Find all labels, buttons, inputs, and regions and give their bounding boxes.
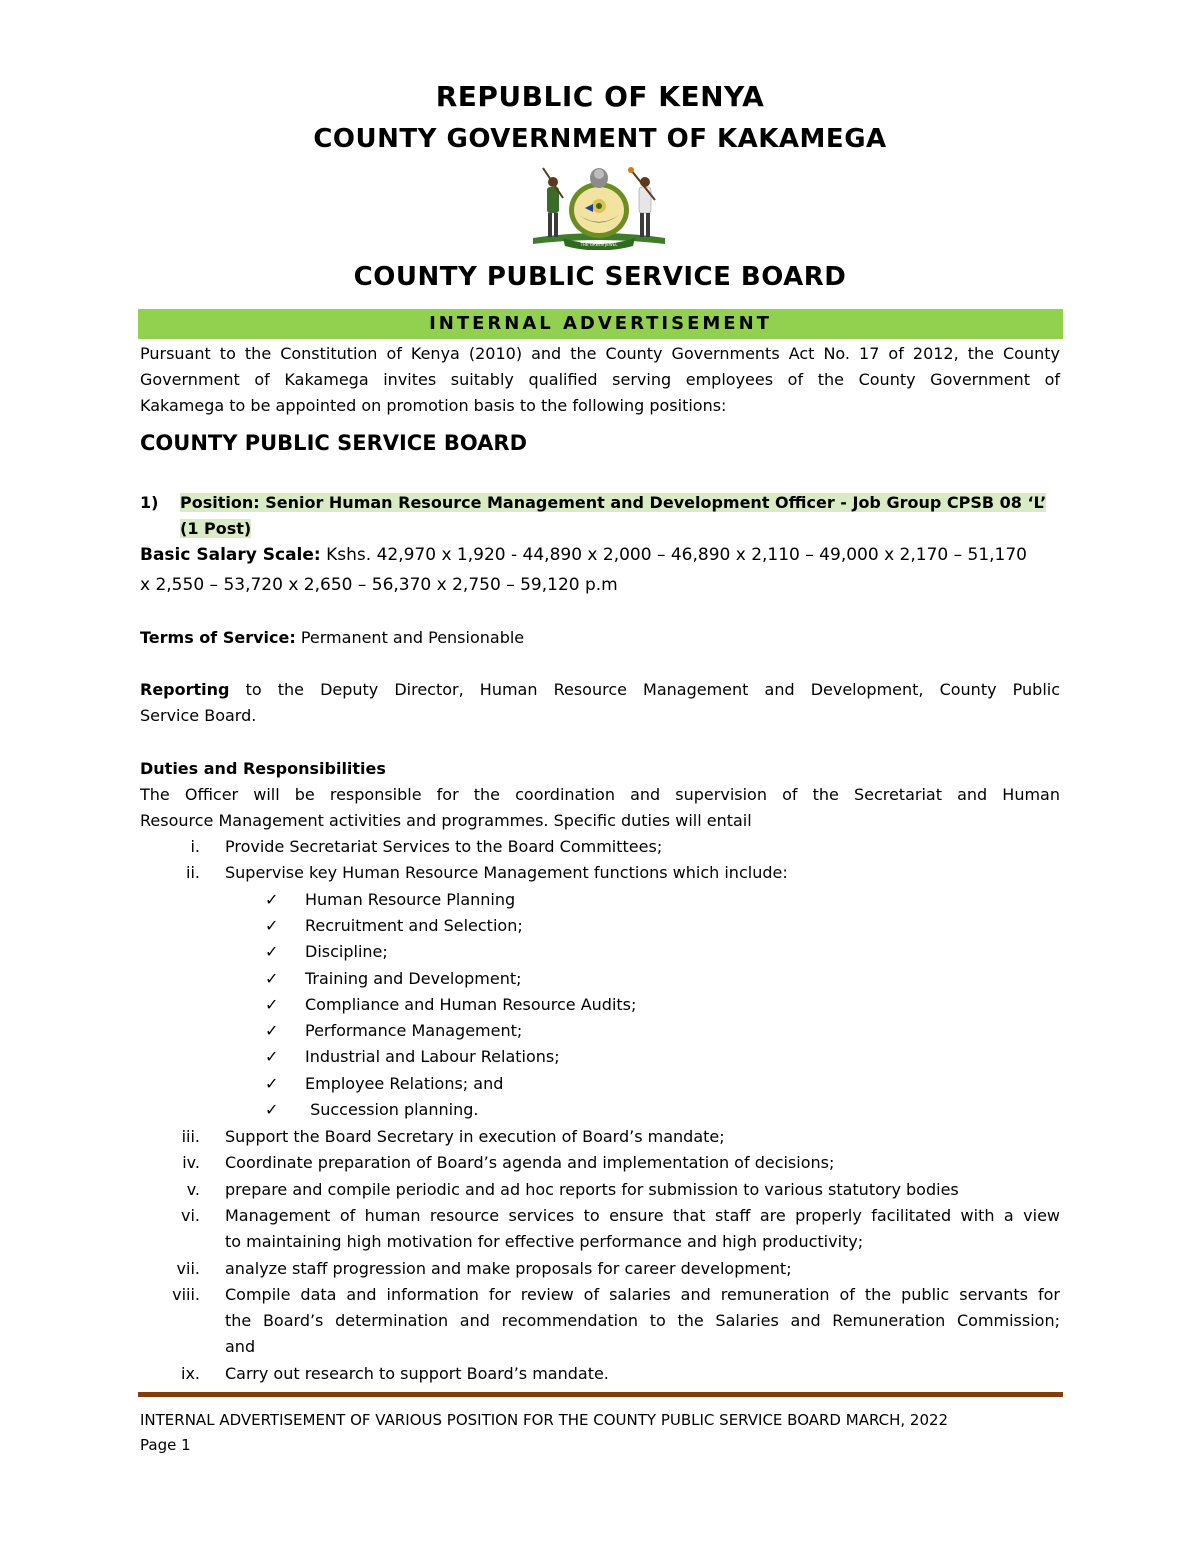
checkmark-icon: ✓ <box>265 995 279 1014</box>
checkmark-icon: ✓ <box>265 890 279 909</box>
position-title-line-1: Position: Senior Human Resource Management and Development Officer - Job Group CPSB 08 ‘L’ <box>180 493 1047 512</box>
duty-number: ix. <box>181 1364 200 1383</box>
republic-heading: REPUBLIC OF KENYA <box>435 80 765 113</box>
duty-item: prepare and compile periodic and ad hoc reports for submission to various statutory bodies <box>225 1180 959 1199</box>
terms-value: Permanent and Pensionable <box>300 628 525 647</box>
intro-line-3: Kakamega to be appointed on promotion basis to the following positions: <box>140 396 727 415</box>
salary-scale-line-1 <box>140 542 1060 568</box>
section-title: COUNTY PUBLIC SERVICE BOARD <box>140 431 528 455</box>
footer-title: INTERNAL ADVERTISEMENT OF VARIOUS POSITION FOR THE COUNTY PUBLIC SERVICE BOARD MARCH, 2022 <box>140 1411 949 1429</box>
duty-item-continued: and <box>225 1337 256 1356</box>
checkmark-icon: ✓ <box>265 916 279 935</box>
checkmark-icon: ✓ <box>265 942 279 961</box>
function-item: Industrial and Labour Relations; <box>305 1047 560 1066</box>
checkmark-icon: ✓ <box>265 1074 279 1093</box>
duty-number: vii. <box>176 1259 200 1278</box>
function-item: Discipline; <box>305 942 388 961</box>
position-title <box>180 490 1060 542</box>
duties-intro-2: Resource Management activities and programmes. Specific duties will entail <box>140 811 752 830</box>
duty-item: Management of human resource services to ensure that staff are properly facilitated with a view <box>225 1206 1060 1225</box>
duty-item: analyze staff progression and make proposals for career development; <box>225 1259 792 1278</box>
function-item: Training and Development; <box>305 969 522 988</box>
duty-item: Coordinate preparation of Board’s agenda and implementation of decisions; <box>225 1153 835 1172</box>
position-title-line-2: (1 Post) <box>180 519 252 538</box>
duties-heading: Duties and Responsibilities <box>140 759 386 778</box>
duty-item-continued: to maintaining high motivation for effective performance and high productivity; <box>225 1232 864 1251</box>
duty-item: Carry out research to support Board’s mandate. <box>225 1364 609 1383</box>
salary-values-2: x 2,550 – 53,720 x 2,650 – 56,370 x 2,750 – 59,120 p.m <box>140 575 618 595</box>
intro-line-2: Government of Kakamega invites suitably qualified serving employees of the County Government of <box>140 370 1060 389</box>
salary-values-1: Kshs. 42,970 x 1,920 - 44,890 x 2,000 – 46,890 x 2,110 – 49,000 x 2,170 – 51,170 <box>326 545 1027 565</box>
terms-label: Terms of Service: <box>140 628 296 647</box>
duty-number: iv. <box>182 1153 200 1172</box>
crest-motto: THE GREEN JEWEL <box>580 242 618 247</box>
duty-item: Compile data and information for review of salaries and remuneration of the public servants for <box>225 1285 1060 1304</box>
position-number: 1) <box>140 493 159 512</box>
checkmark-icon: ✓ <box>265 1100 279 1119</box>
reporting-text-1: to the Deputy Director, Human Resource Management and Development, County Public <box>245 680 1061 699</box>
reporting-label: Reporting <box>140 680 230 699</box>
internal-advertisement-banner <box>138 309 1063 339</box>
function-item: Succession planning. <box>305 1100 479 1119</box>
duty-number: i. <box>190 837 200 856</box>
county-government-heading: COUNTY GOVERNMENT OF KAKAMEGA <box>313 124 887 154</box>
function-item: Compliance and Human Resource Audits; <box>305 995 637 1014</box>
function-item: Human Resource Planning <box>305 890 516 909</box>
intro-line-1: Pursuant to the Constitution of Kenya (2010) and the County Governments Act No. 17 of 2012, the County <box>140 344 1060 363</box>
checkmark-icon: ✓ <box>265 969 279 988</box>
duties-intro-1: The Officer will be responsible for the coordination and supervision of the Secretariat and Human <box>140 785 1060 804</box>
banner-title: INTERNAL ADVERTISEMENT <box>429 313 772 334</box>
duty-number: ii. <box>186 863 200 882</box>
function-item: Employee Relations; and <box>305 1074 504 1093</box>
duty-number: viii. <box>172 1285 200 1304</box>
terms-of-service <box>140 625 1060 651</box>
reporting-line-1 <box>140 677 1060 703</box>
duty-item: Supervise key Human Resource Management functions which include: <box>225 863 788 882</box>
checkmark-icon: ✓ <box>265 1021 279 1040</box>
board-heading: COUNTY PUBLIC SERVICE BOARD <box>353 262 847 292</box>
county-coat-of-arms-logo <box>523 160 675 250</box>
duty-item: Provide Secretariat Services to the Board Committees; <box>225 837 663 856</box>
duty-number: iii. <box>181 1127 200 1146</box>
page-number: Page 1 <box>140 1436 191 1454</box>
footer-divider <box>138 1392 1063 1397</box>
duty-item: Support the Board Secretary in execution of Board’s mandate; <box>225 1127 725 1146</box>
function-item: Recruitment and Selection; <box>305 916 523 935</box>
page-footer <box>140 1408 948 1458</box>
duty-item-continued: the Board’s determination and recommendation to the Salaries and Remuneration Commission; <box>225 1311 1060 1330</box>
duty-number: vi. <box>181 1206 200 1225</box>
checkmark-icon: ✓ <box>265 1047 279 1066</box>
reporting-line-2: Service Board. <box>140 706 257 725</box>
duty-number: v. <box>186 1180 200 1199</box>
salary-label: Basic Salary Scale: <box>140 545 321 565</box>
function-item: Performance Management; <box>305 1021 523 1040</box>
